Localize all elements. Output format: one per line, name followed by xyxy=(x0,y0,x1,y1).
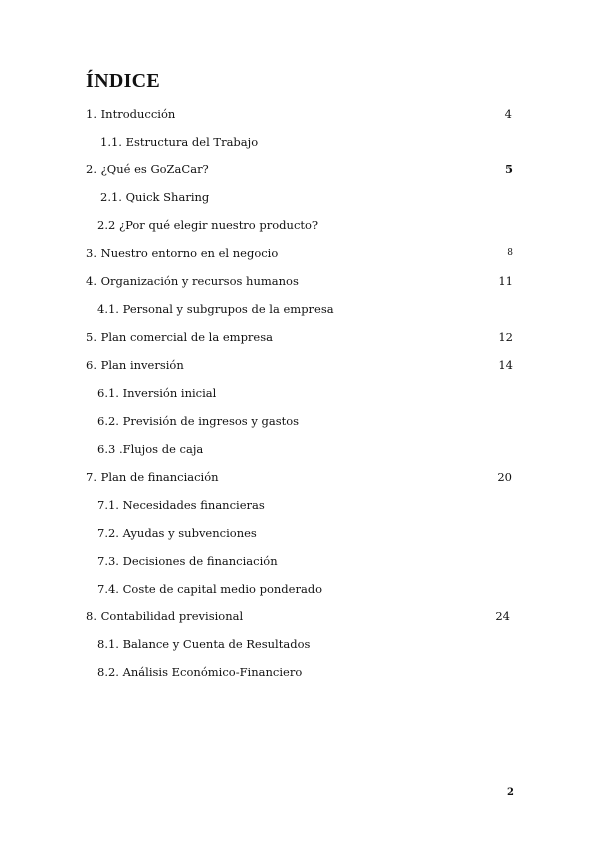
toc-entry-label: 4.1. Personal y subgrupos de la empresa xyxy=(97,302,334,316)
toc-entry[interactable] xyxy=(0,355,600,375)
toc-subentry[interactable] xyxy=(0,132,600,152)
toc-entry-label: 1.1. Estructura del Trabajo xyxy=(100,135,259,149)
toc-entry[interactable] xyxy=(0,271,600,291)
toc-entry-label: 4. Organización y recursos humanos xyxy=(86,274,299,288)
toc-entry[interactable] xyxy=(0,327,600,347)
toc-entry-label: 7.4. Coste de capital medio ponderado xyxy=(97,582,323,596)
toc-entry-label: 8.2. Análisis Económico-Financiero xyxy=(97,665,303,679)
toc-subentry[interactable] xyxy=(0,662,600,682)
toc-entry[interactable] xyxy=(0,606,600,626)
toc-subentry[interactable] xyxy=(0,551,600,571)
toc-subentry[interactable] xyxy=(0,523,600,543)
toc-entry[interactable] xyxy=(0,467,600,487)
toc-entry-page: 11 xyxy=(498,274,513,288)
toc-subentry[interactable] xyxy=(0,215,600,235)
toc-entry-label: 7.1. Necesidades financieras xyxy=(97,498,265,512)
toc-entry-label: 2. ¿Qué es GoZaCar? xyxy=(86,162,209,176)
toc-entry-label: 7.3. Decisiones de financiación xyxy=(97,554,278,568)
toc-entry-label: 7.2. Ayudas y subvenciones xyxy=(97,526,257,540)
toc-entry-label: 5. Plan comercial de la empresa xyxy=(86,330,273,344)
toc-entry-label: 8.1. Balance y Cuenta de Resultados xyxy=(97,637,311,651)
toc-entry[interactable] xyxy=(0,104,600,124)
toc-entry-label: 6.3 .Flujos de caja xyxy=(97,442,204,456)
toc-entry-label: 6.1. Inversión inicial xyxy=(97,386,217,400)
toc-entry-label: 6. Plan inversión xyxy=(86,358,184,372)
toc-entry-label: 6.2. Previsión de ingresos y gastos xyxy=(97,414,300,428)
toc-entry-label: 2.2 ¿Por qué elegir nuestro producto? xyxy=(97,218,319,232)
toc-entry-label: 1. Introducción xyxy=(86,107,176,121)
toc-entry-page: 8 xyxy=(507,248,513,258)
toc-subentry[interactable] xyxy=(0,411,600,431)
toc-subentry[interactable] xyxy=(0,634,600,654)
toc-entry-label: 8. Contabilidad previsional xyxy=(86,609,244,623)
toc-entry-label: 3. Nuestro entorno en el negocio xyxy=(86,246,279,260)
toc-subentry[interactable] xyxy=(0,579,600,599)
toc-entry-page: 20 xyxy=(497,470,512,484)
toc-entry-page: 24 xyxy=(495,609,510,623)
toc-entry-page: 5 xyxy=(504,162,513,176)
toc-subentry[interactable] xyxy=(0,383,600,403)
toc-subentry[interactable] xyxy=(0,299,600,319)
page-title: ÍNDICE xyxy=(86,70,161,92)
toc-subentry[interactable] xyxy=(0,439,600,459)
toc-subentry[interactable] xyxy=(0,187,600,207)
toc-entry[interactable] xyxy=(0,243,600,263)
toc-entry-page: 4 xyxy=(504,107,512,121)
toc-entry[interactable] xyxy=(0,159,600,179)
toc-entry-page: 12 xyxy=(498,330,513,344)
toc-entry-label: 2.1. Quick Sharing xyxy=(100,190,210,204)
toc-entry-label: 7. Plan de financiación xyxy=(86,470,219,484)
page-number: 2 xyxy=(507,787,514,798)
toc-subentry[interactable] xyxy=(0,495,600,515)
toc-entry-page: 14 xyxy=(498,358,513,372)
